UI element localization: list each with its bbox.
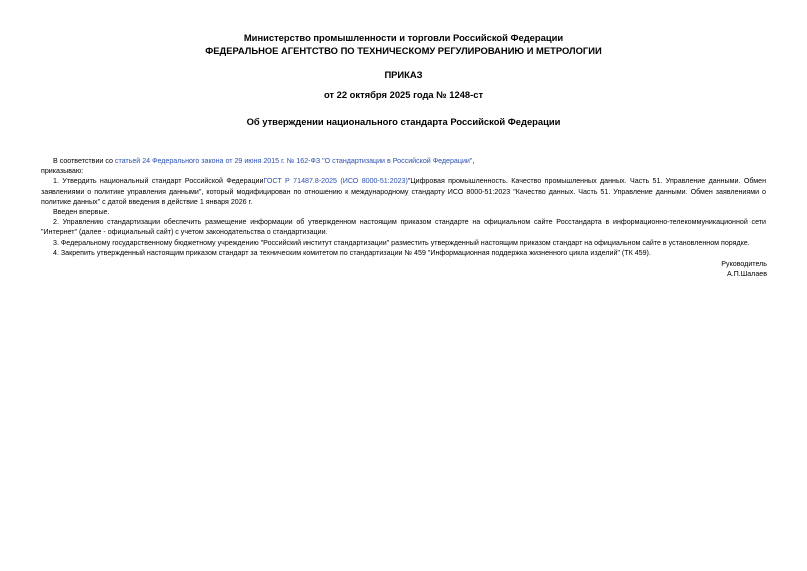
paragraph-1-suffix: "Цифровая промышленность. Качество промышленных данных. Часть 51. Управление данными. Обмен заявлениями о политике управления данными", который модифицирован по отношению к международному стандарту ИСО 8000-51:2023 "Качество данных. Часть 51. Управление данными. Обмен заявлениями о политике данных" с датой введения в действие 1 января 2026 г. xyxy=(41,177,766,206)
preamble-suffix: , xyxy=(472,157,475,165)
document-type: ПРИКАЗ xyxy=(384,69,423,80)
paragraph-2: 2. Управлению стандартизации обеспечить размещение информации об утвержденном настоящим приказом стандарте на официальном сайте Росстандарта в информационно-телекоммуникационной сети "Интернет" (далее - официальный сайт) с учетом законодательства о стандартизации. xyxy=(41,218,766,237)
signatory-name: А.П.Шалаев xyxy=(726,270,767,278)
paragraph-4: 4. Закрепить утвержденный настоящим приказом стандарт за техническим комитетом по стандартизации № 459 "Информационная поддержка жизненного цикла изделий" (ТК 459). xyxy=(53,248,651,257)
order-word: приказываю: xyxy=(41,167,84,176)
agency-title: ФЕДЕРАЛЬНОЕ АГЕНТСТВО ПО ТЕХНИЧЕСКОМУ РЕГУЛИРОВАНИЮ И МЕТРОЛОГИИ xyxy=(205,45,602,56)
ministry-title: Министерство промышленности и торговли Российской Федерации xyxy=(243,32,564,43)
federal-law-link[interactable]: статьей 24 Федерального закона от 29 июня 2015 г. № 162-ФЗ "О стандартизации в Российской Федерации" xyxy=(114,157,473,165)
signatory-title: Руководитель xyxy=(721,260,767,268)
introduced-note: Введен впервые. xyxy=(53,208,110,217)
gost-standard-link[interactable]: ГОСТ Р 71487.8-2025 (ИСО 8000-51:2023) xyxy=(263,177,408,186)
preamble-prefix: В соответствии со xyxy=(53,157,115,165)
document-date-number: от 22 октября 2025 года № 1248-ст xyxy=(323,89,484,100)
preamble-paragraph xyxy=(41,156,766,166)
document-subject: Об утверждении национального стандарта Российской Федерации xyxy=(246,116,561,127)
paragraph-3: 3. Федеральному государственному бюджетному учреждению "Российский институт стандартизации" разместить утвержденный настоящим приказом стандарт на официальном сайте в установленном порядке. xyxy=(53,238,750,247)
document-body xyxy=(41,156,766,258)
paragraph-1 xyxy=(41,176,766,207)
paragraph-1-prefix: 1. Утвердить национальный стандарт Российской Федерации xyxy=(53,177,264,186)
